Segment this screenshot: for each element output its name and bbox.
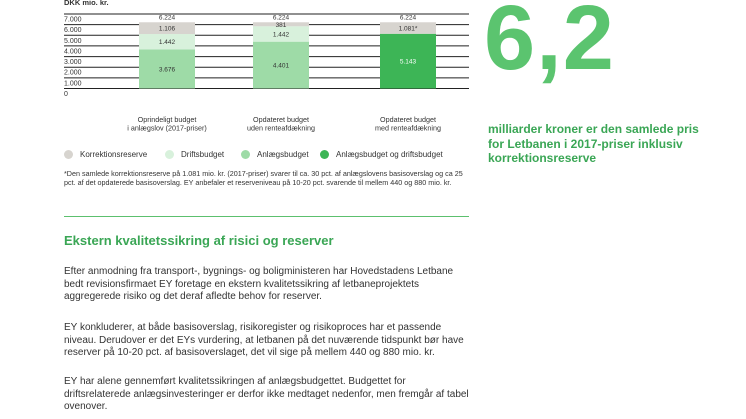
- legend-item-korrektionsreserve: [64, 150, 147, 159]
- bar-total-label: 6.224: [272, 14, 290, 22]
- bar-value-label: 1.081*: [398, 25, 418, 33]
- legend-label: Anlægsbudget: [257, 150, 309, 159]
- y-tick-label: 2.000: [64, 69, 82, 77]
- legend-label: Anlægsbudget og driftsbudget: [336, 150, 443, 159]
- section-title: Ekstern kvalitetssikring af risici og reserver: [64, 233, 334, 248]
- y-axis-label: DKK mio. kr.: [64, 0, 109, 7]
- y-tick-label: 1.000: [64, 80, 82, 88]
- y-tick-label: 4.000: [64, 48, 82, 56]
- paragraph-2: EY konkluderer, at både basisoverslag, risikoregister og risikoproces har et passende niveau. Derudover er det EYs vurdering, at letbanen på det nuværende tidspunkt bør have reserver på 10-20 pct. af basisoverslaget, det vil sige på mellem 440 og 880 mio. kr.: [64, 322, 464, 358]
- x-tick-label: Oprindeligt budget: [137, 115, 197, 124]
- legend-label: Korrektionsreserve: [80, 150, 148, 159]
- chart-footnote: *Den samlede korrektionsreserve på 1.081 mio. kr. (2017-priser) svarer til ca. 30 pct. af anlægslovens basisoverslag og ca 25 pct. af det opdaterede basisoverslag. EY anbefaler et reserveniveau på 10-20 pct. svarende til mellem 440 og 880 mio. kr.: [64, 169, 463, 187]
- paragraph-1: Efter anmodning fra transport-, bygnings- og boligministeren har Hovedstadens Letbane bedt revisionsfirmaet EY foretage en ekstern kvalitetssikring af letbaneprojektets aggregerede risiko og det deraf afledte behov for reserver.: [64, 266, 454, 302]
- y-tick-label: 7.000: [64, 16, 82, 24]
- y-tick-label: 3.000: [64, 59, 82, 67]
- section-divider: [64, 216, 469, 217]
- legend-swatch-anlaegsbudget: [241, 150, 250, 159]
- x-tick-label: med renteafdækning: [375, 123, 441, 133]
- legend-label: Driftsbudget: [181, 150, 225, 159]
- legend-item-anlaeg-og-drift: [320, 150, 443, 159]
- y-tick-label: 6.000: [64, 27, 82, 35]
- bar-value-label: 3.676: [158, 66, 176, 74]
- highlight-number: 6,2: [484, 0, 615, 89]
- highlight-caption: milliarder kroner er den samlede pris for Letbanen i 2017-priser inklusiv korrektionsreserve: [488, 122, 699, 165]
- x-tick-label: uden renteafdækning: [247, 123, 315, 133]
- bar-value-label: 4.401: [272, 62, 290, 70]
- y-tick-label: 5.000: [64, 37, 82, 45]
- paragraph-3: EY har alene gennemført kvalitetssikringen af anlægsbudgettet. Budgettet for driftsrelaterede anlægsinvesteringer er derfor ikke medtaget nedenfor, men fremgår af tabel ovenover.: [64, 376, 469, 412]
- bar-value-label: 381: [275, 21, 287, 29]
- legend-item-driftsbudget: [165, 150, 224, 159]
- y-tick-label: 0: [64, 91, 68, 98]
- x-tick-label: Opdateret budget: [253, 115, 309, 124]
- bar-value-label: 1.442: [272, 31, 290, 39]
- legend-swatch-anlaeg-og-drift: [320, 150, 329, 159]
- bar-value-label: 1.106: [158, 25, 176, 33]
- chart-legend: [64, 150, 474, 162]
- legend-item-anlaegsbudget: [241, 150, 309, 159]
- x-tick-label: Opdateret budget: [380, 115, 436, 124]
- bar-value-label: 5.143: [399, 58, 417, 66]
- stacked-bar-chart: [0, 0, 480, 148]
- bar-total-label: 6.224: [399, 14, 417, 22]
- bar-value-label: 1.442: [158, 39, 176, 47]
- legend-swatch-korrektionsreserve: [64, 150, 73, 159]
- legend-swatch-driftsbudget: [165, 150, 174, 159]
- x-tick-label: i anlægslov (2017-priser): [127, 123, 207, 133]
- bar-total-label: 6.224: [158, 14, 176, 22]
